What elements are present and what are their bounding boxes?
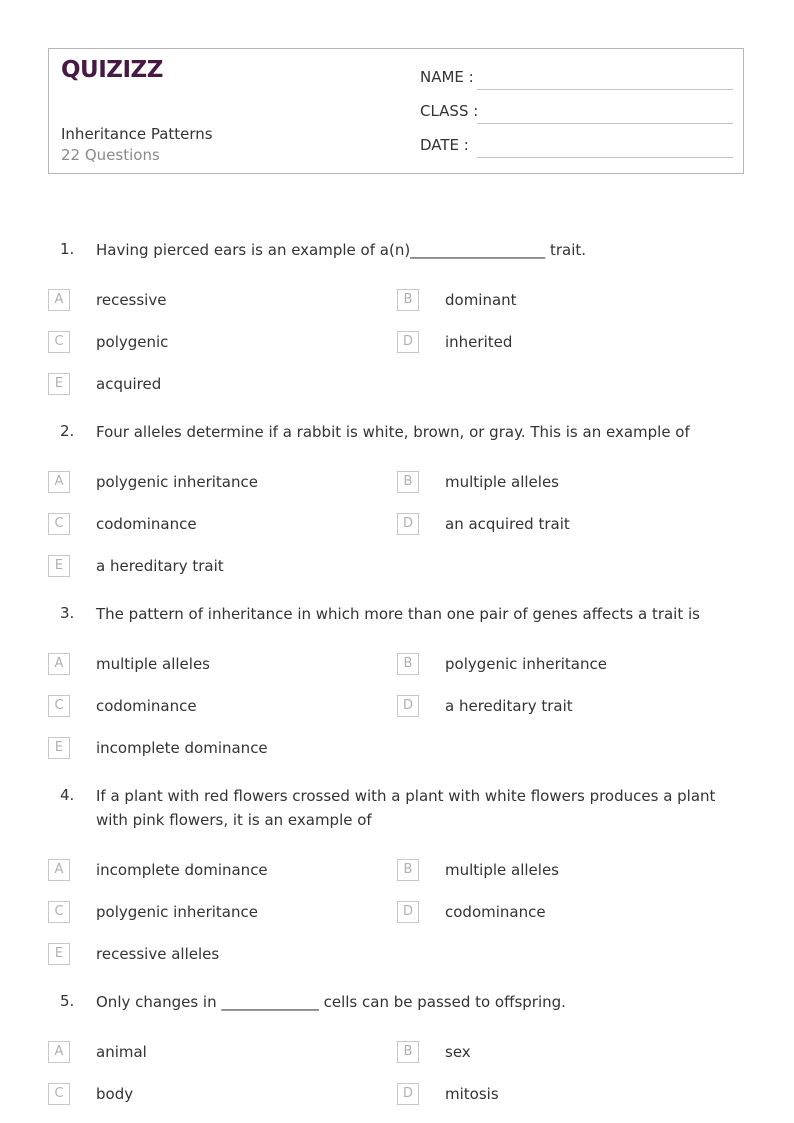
option-text: polygenic inheritance [96, 473, 258, 491]
question-text: Having pierced ears is an example of a(n)__________________ trait. [96, 241, 587, 259]
option-letter-box[interactable]: C [48, 1083, 70, 1105]
question-text: If a plant with red flowers crossed with a plant with white flowers produces a plant with pink flowers, it is an example of [96, 787, 716, 829]
name-label: NAME : [420, 68, 474, 86]
date-field[interactable] [477, 157, 733, 158]
option-text: sex [445, 1043, 471, 1061]
option-letter-box[interactable]: D [397, 513, 419, 535]
option-letter-box[interactable]: E [48, 555, 70, 577]
option-text: multiple alleles [445, 861, 559, 879]
question-number: 3. [60, 604, 75, 622]
worksheet-title: Inheritance Patterns [61, 125, 213, 143]
option-letter-box[interactable]: E [48, 737, 70, 759]
option-letter-box[interactable]: D [397, 1083, 419, 1105]
question-text: The pattern of inheritance in which more than one pair of genes affects a trait is [96, 605, 700, 623]
option-text: an acquired trait [445, 515, 570, 533]
option-text: acquired [96, 375, 162, 393]
option-text: codominance [445, 903, 546, 921]
name-field[interactable] [477, 89, 733, 90]
option-letter-box[interactable]: D [397, 695, 419, 717]
question-number: 1. [60, 240, 75, 258]
option-letter-box[interactable]: E [48, 373, 70, 395]
option-text: mitosis [445, 1085, 499, 1103]
option-text: body [96, 1085, 134, 1103]
option-text: codominance [96, 697, 197, 715]
option-letter-box[interactable]: E [48, 943, 70, 965]
question-text: Only changes in _____________ cells can be passed to offspring. [96, 993, 566, 1011]
option-letter-box[interactable]: D [397, 331, 419, 353]
question-number: 5. [60, 992, 75, 1010]
quizizz-logo: QUIZIZZ [61, 57, 163, 83]
worksheet-header [48, 48, 744, 174]
option-text: codominance [96, 515, 197, 533]
option-letter-box[interactable]: A [48, 1041, 70, 1063]
option-letter-box[interactable]: C [48, 901, 70, 923]
option-text: animal [96, 1043, 147, 1061]
option-letter-box[interactable]: C [48, 331, 70, 353]
option-text: polygenic inheritance [445, 655, 607, 673]
question-count: 22 Questions [61, 146, 160, 164]
option-text: dominant [445, 291, 517, 309]
option-letter-box[interactable]: B [397, 471, 419, 493]
option-letter-box[interactable]: A [48, 653, 70, 675]
question-number: 4. [60, 786, 75, 804]
option-letter-box[interactable]: A [48, 471, 70, 493]
option-text: multiple alleles [445, 473, 559, 491]
option-text: incomplete dominance [96, 739, 268, 757]
option-text: incomplete dominance [96, 861, 268, 879]
option-letter-box[interactable]: C [48, 695, 70, 717]
option-letter-box[interactable]: B [397, 289, 419, 311]
option-text: polygenic inheritance [96, 903, 258, 921]
option-text: recessive alleles [96, 945, 220, 963]
class-label: CLASS : [420, 102, 479, 120]
option-letter-box[interactable]: C [48, 513, 70, 535]
option-letter-box[interactable]: A [48, 289, 70, 311]
option-letter-box[interactable]: B [397, 1041, 419, 1063]
option-letter-box[interactable]: A [48, 859, 70, 881]
question-number: 2. [60, 422, 75, 440]
question-text: Four alleles determine if a rabbit is white, brown, or gray. This is an example of [96, 423, 690, 441]
option-letter-box[interactable]: D [397, 901, 419, 923]
option-text: a hereditary trait [96, 557, 224, 575]
option-text: inherited [445, 333, 513, 351]
option-text: recessive [96, 291, 167, 309]
option-text: polygenic [96, 333, 169, 351]
option-letter-box[interactable]: B [397, 859, 419, 881]
option-text: a hereditary trait [445, 697, 573, 715]
option-text: multiple alleles [96, 655, 210, 673]
class-field[interactable] [477, 123, 733, 124]
date-label: DATE : [420, 136, 469, 154]
option-letter-box[interactable]: B [397, 653, 419, 675]
